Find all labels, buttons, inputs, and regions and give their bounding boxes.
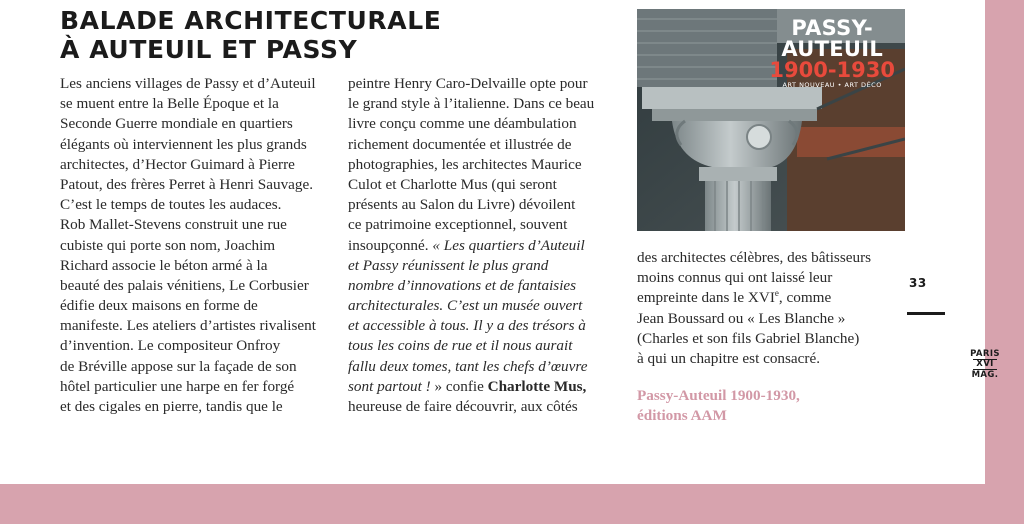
text-line: présents au Salon du Livre) dévoilent xyxy=(348,196,576,214)
text-line: photographies, les architectes Maurice xyxy=(348,155,582,173)
quote-run: nombre d’innovations et de fantaisies xyxy=(348,276,577,294)
logo-line-xvi: XVI xyxy=(973,359,997,370)
page-number-rule xyxy=(907,312,945,315)
text-line: peintre Henry Caro-Delvaille opte pour xyxy=(348,75,588,92)
quote-run: et Passy réunissent le plus grand xyxy=(348,256,549,274)
text-line xyxy=(637,288,895,308)
text-line: et des cigales en pierre, tandis que le xyxy=(60,398,283,415)
magazine-logo xyxy=(963,349,1007,380)
text-line: moins connus qui ont laissé leur xyxy=(637,269,833,287)
quote-line xyxy=(348,316,616,336)
text-run: » confie xyxy=(430,377,488,395)
right-decorative-band xyxy=(985,0,1024,524)
text-line: Culot et Charlotte Mus (qui seront xyxy=(348,175,557,193)
person-name: Charlotte Mus, xyxy=(487,377,587,395)
quote-run: tous les coins de rue et il nous aurait xyxy=(348,337,573,355)
text-line: heureuse de faire découvrir, aux côtés xyxy=(348,398,578,415)
text-line: cubiste qui porte son nom, Joachim xyxy=(60,236,276,254)
caption-line-1: Passy-Auteuil 1900-1930, xyxy=(637,387,800,404)
text-line: beauté des palais vénitiens, Le Corbusier xyxy=(60,276,309,294)
quote-line xyxy=(348,296,616,316)
text-line: Richard associe le béton armé à la xyxy=(60,256,268,274)
text-line: Jean Boussard ou « Les Blanche » xyxy=(637,309,846,327)
bottom-decorative-band xyxy=(0,484,1024,524)
cover-title-line-1: PASSY- xyxy=(791,16,874,40)
logo-line-mag: MAG. xyxy=(971,370,999,380)
text-line xyxy=(348,377,616,397)
article-column-2 xyxy=(348,74,616,417)
text-line: livre conçu comme une déambulation xyxy=(348,115,577,133)
text-line: Les anciens villages de Passy et d’Auteuil xyxy=(60,75,316,92)
text-line: manifeste. Les ateliers d’artistes rivalisent xyxy=(60,317,316,335)
text-line: édifie deux maisons en forme de xyxy=(60,297,258,315)
cover-title-years: 1900-1930 xyxy=(769,58,895,82)
superscript: e xyxy=(774,288,779,299)
text-line: Rob Mallet-Stevens construit une rue xyxy=(60,216,287,234)
cover-title xyxy=(769,18,895,90)
logo-line-paris: PARIS xyxy=(970,349,1000,359)
text-line: architectes, d’Hector Guimard à Pierre xyxy=(60,155,295,173)
cover-subtitle: ART NOUVEAU • ART DÉCO xyxy=(782,81,882,89)
book-caption xyxy=(637,386,897,426)
article-column-3 xyxy=(637,248,895,369)
cover-title-line-2: AUTEUIL xyxy=(781,37,884,61)
text-run: , comme xyxy=(778,289,832,307)
caption-line-2: éditions AAM xyxy=(637,407,727,425)
text-line: à qui un chapitre est consacré. xyxy=(637,349,821,367)
text-line: ce patrimoine exceptionnel, souvent xyxy=(348,216,568,234)
text-line: hôtel particulier une harpe en fer forgé xyxy=(60,377,295,395)
text-line: de Bréville appose sur la façade de son xyxy=(60,357,297,375)
article-headline xyxy=(60,6,620,64)
text-line: se muent entre la Belle Époque et la xyxy=(60,95,279,113)
text-line xyxy=(348,236,616,256)
quote-run: fallu deux tomes, tant les chefs d’œuvre xyxy=(348,357,588,375)
quote-run: « Les quartiers d’Auteuil xyxy=(432,236,585,254)
text-line: richement documentée et illustrée de xyxy=(348,135,572,153)
quote-line xyxy=(348,336,616,356)
quote-run: architecturales. C’est un musée ouvert xyxy=(348,297,583,315)
text-line: Seconde Guerre mondiale en quartiers xyxy=(60,115,293,133)
headline-line-2: À AUTEUIL ET PASSY xyxy=(60,35,358,64)
book-cover-image xyxy=(637,9,905,231)
quote-run: sont partout ! xyxy=(348,377,431,395)
text-line: (Charles et son fils Gabriel Blanche) xyxy=(637,329,860,347)
quote-line xyxy=(348,256,616,276)
page-number: 33 xyxy=(909,276,927,290)
text-line: d’invention. Le compositeur Onfroy xyxy=(60,337,281,355)
text-run: insoupçonné. xyxy=(348,236,433,254)
headline-line-1: BALADE ARCHITECTURALE xyxy=(60,6,442,35)
text-line: des architectes célèbres, des bâtisseurs xyxy=(637,249,872,266)
text-line: le grand style à l’italienne. Dans ce beau xyxy=(348,95,595,113)
quote-run: et accessible à tous. Il y a des trésors à xyxy=(348,317,586,335)
text-run: empreinte dans le XVI xyxy=(637,289,775,307)
quote-line xyxy=(348,276,616,296)
quote-line xyxy=(348,357,616,377)
article-column-1 xyxy=(60,74,335,417)
text-line: C’est le temps de toutes les audaces. xyxy=(60,196,282,214)
text-line: élégants où interviennent les plus grands xyxy=(60,135,307,153)
text-line: Patout, des frères Perret à Henri Sauvage. xyxy=(60,175,314,193)
